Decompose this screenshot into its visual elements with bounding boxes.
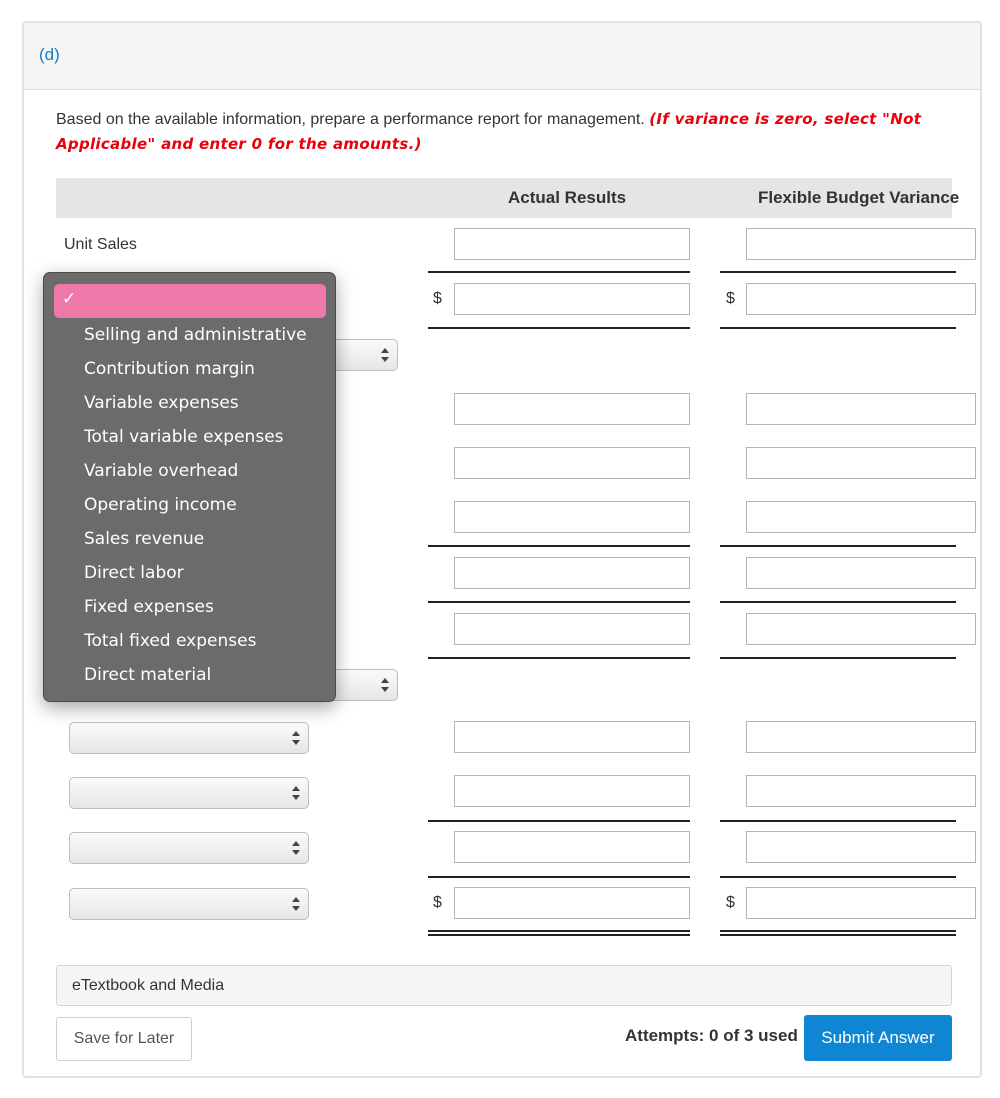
instructions	[56, 107, 956, 157]
row-select-10[interactable]	[69, 832, 309, 864]
etextbook-media-bar[interactable]	[56, 965, 952, 1006]
variance-input-row-9[interactable]	[746, 775, 976, 807]
attempts-counter: Attempts: 0 of 3 used	[625, 1026, 798, 1045]
instructions-text: Based on the available information, prepare a performance report for management.	[56, 111, 650, 128]
dollar-sign: $	[433, 894, 442, 911]
underline	[720, 327, 956, 329]
select-arrows-icon	[381, 678, 389, 692]
dropdown-selected-blank-option[interactable]	[54, 284, 326, 318]
underline	[428, 657, 690, 659]
variance-input-row-10[interactable]	[746, 831, 976, 863]
underline	[720, 545, 956, 547]
underline	[428, 876, 690, 878]
row-select-8[interactable]	[69, 722, 309, 754]
column-header-actual: Actual Results	[508, 188, 627, 207]
dropdown-option-direct-material[interactable]: Direct material	[84, 665, 212, 685]
dropdown-option-fixed-expenses[interactable]: Fixed expenses	[84, 597, 214, 617]
underline	[720, 271, 956, 273]
variance-input-row-11[interactable]	[746, 887, 976, 919]
table-header	[56, 178, 960, 218]
underline	[428, 327, 690, 329]
dropdown-option-operating-income[interactable]: Operating income	[84, 495, 237, 515]
submit-answer-button[interactable]: Submit Answer	[804, 1015, 952, 1061]
underline	[428, 271, 690, 273]
actual-input-row-11[interactable]	[454, 887, 690, 919]
actual-input-row-3[interactable]	[454, 393, 690, 425]
variance-input-unit-sales[interactable]	[746, 228, 976, 260]
dropdown-option-direct-labor[interactable]: Direct labor	[84, 563, 184, 583]
actual-input-row-5[interactable]	[454, 501, 690, 533]
dollar-sign: $	[433, 290, 442, 307]
actual-input-row-7[interactable]	[454, 613, 690, 645]
dollar-sign: $	[726, 290, 735, 307]
select-arrows-icon	[381, 348, 389, 362]
select-arrows-icon	[292, 731, 300, 745]
save-for-later-button[interactable]: Save for Later	[56, 1017, 192, 1061]
actual-input-row-10[interactable]	[454, 831, 690, 863]
column-header-variance: Flexible Budget Variance	[758, 188, 960, 207]
underline	[428, 545, 690, 547]
variance-input-row-2[interactable]	[746, 283, 976, 315]
variance-input-row-8[interactable]	[746, 721, 976, 753]
underline	[720, 930, 956, 932]
question-card	[22, 21, 982, 1078]
double-underline	[720, 934, 956, 936]
variance-input-row-5[interactable]	[746, 501, 976, 533]
dropdown-option-variable-overhead[interactable]: Variable overhead	[84, 461, 239, 481]
actual-input-unit-sales[interactable]	[454, 228, 690, 260]
underline	[720, 820, 956, 822]
underline	[428, 601, 690, 603]
variance-input-row-4[interactable]	[746, 447, 976, 479]
actual-input-row-2[interactable]	[454, 283, 690, 315]
row-select-11[interactable]	[69, 888, 309, 920]
underline	[720, 657, 956, 659]
actual-input-row-4[interactable]	[454, 447, 690, 479]
account-dropdown-menu[interactable]	[43, 272, 336, 702]
select-arrows-icon	[292, 786, 300, 800]
select-arrows-icon	[292, 841, 300, 855]
dropdown-option-selling-and-administrative[interactable]: Selling and administrative	[84, 325, 307, 345]
instructions-emphasis: (If variance is zero, select "Not Applicable" and enter 0 for the amounts.)	[56, 110, 922, 153]
dollar-sign: $	[726, 894, 735, 911]
variance-input-row-7[interactable]	[746, 613, 976, 645]
variance-input-row-6[interactable]	[746, 557, 976, 589]
checkmark-icon: ✓	[62, 289, 77, 309]
dropdown-option-variable-expenses[interactable]: Variable expenses	[84, 393, 239, 413]
dropdown-option-total-fixed-expenses[interactable]: Total fixed expenses	[84, 631, 257, 651]
select-arrows-icon	[292, 897, 300, 911]
dropdown-option-total-variable-expenses[interactable]: Total variable expenses	[84, 427, 284, 447]
unit-sales-label: Unit Sales	[64, 236, 137, 253]
actual-input-row-6[interactable]	[454, 557, 690, 589]
underline	[428, 930, 690, 932]
underline	[428, 820, 690, 822]
card-header	[24, 23, 980, 90]
double-underline	[428, 934, 690, 936]
variance-input-row-3[interactable]	[746, 393, 976, 425]
underline	[720, 601, 956, 603]
underline	[720, 876, 956, 878]
part-label: (d)	[39, 45, 60, 64]
dropdown-option-contribution-margin[interactable]: Contribution margin	[84, 359, 255, 379]
row-select-9[interactable]	[69, 777, 309, 809]
etextbook-media-label: eTextbook and Media	[72, 977, 225, 994]
actual-input-row-9[interactable]	[454, 775, 690, 807]
dropdown-option-sales-revenue[interactable]: Sales revenue	[84, 529, 205, 549]
actual-input-row-8[interactable]	[454, 721, 690, 753]
